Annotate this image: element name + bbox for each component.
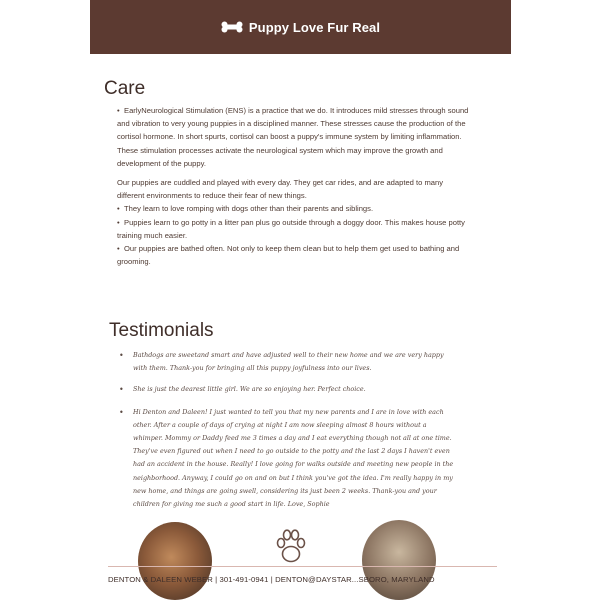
footer-contact: DENTON & DALEEN WEBER | 301-491-0941 | DENTON@DAYSTAR...SBORO, MARYLAND bbox=[108, 575, 435, 584]
puppies-photo bbox=[138, 522, 212, 600]
care-paragraph: • EarlyNeurological Stimulation (ENS) is a practice that we do. It introduces mild stresses through sound and vibration to very young puppies in a disciplined manner. These stresses cause the production of the cortisol hormone. In short spurts, cortisol can boost a puppy's immune system by limiting inflammation. These stimulation processes activate the neurological system which may improve the growth and development of the puppy. bbox=[117, 106, 469, 168]
child-with-puppy-photo bbox=[362, 520, 436, 600]
testimonial-item: • Bathdogs are sweetand smart and have adjusted well to their new home and we are very happy with them. Thank-you for bringing all this puppy joyfulness into our lives. bbox=[115, 349, 455, 375]
paw-print-icon bbox=[274, 527, 308, 565]
care-paragraph: • Our puppies are bathed often. Not only to keep them clean but to help them get used to bathing and grooming. bbox=[117, 244, 460, 267]
testimonials-heading: Testimonials bbox=[109, 320, 214, 341]
care-paragraph: • They learn to love romping with dogs other than their parents and siblings. bbox=[117, 204, 374, 214]
care-paragraph: • Puppies learn to go potty in a litter pan plus go outside through a doggy door. This makes house potty training much easier. bbox=[117, 217, 465, 240]
testimonial-item: • Hi Denton and Daleen! I just wanted to tell you that my new parents and I are in love with each other. After a couple of days of crying at night I am now sleeping almost 8 hours without a whimper. Mommy or Daddy feed me 3 times a day and I eat everything though not all at one time. They've even figured out when I need to go outside to the potty and the last 2 days I haven't even had an accident in the house. Really! I love going for walks outside and meeting new people in the neighborhood. Anyway, I could go on and on but I think you've got the idea. I'm really happy in my new home, and things are going swell, considering its just been 2 weeks. Thank-you and your children for giving me such a good start in life. Love, Sophie bbox=[115, 406, 455, 512]
bone-icon bbox=[221, 21, 243, 33]
site-header bbox=[90, 0, 511, 54]
care-paragraph: Our puppies are cuddled and played with every day. They get car rides, and are adapted to many different environments to reduce their fear of new things. bbox=[117, 178, 444, 201]
care-heading: Care bbox=[104, 78, 146, 99]
testimonial-item: • She is just the dearest little girl. We are so enjoying her. Perfect choice. bbox=[115, 383, 455, 396]
care-body bbox=[117, 104, 472, 268]
testimonials-list bbox=[115, 349, 455, 519]
site-title: Puppy Love Fur Real bbox=[248, 19, 381, 35]
footer-rule bbox=[108, 566, 497, 567]
